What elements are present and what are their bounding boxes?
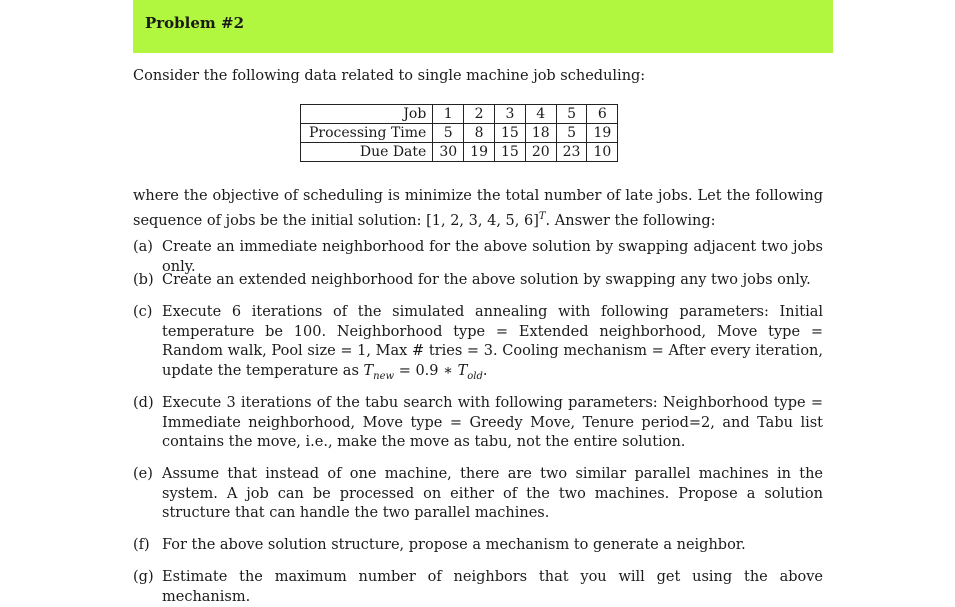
item-label: (f) [133,537,150,553]
table-cell: 8 [464,124,495,143]
table-cell: 15 [494,143,525,162]
item-label: (e) [133,466,153,482]
problem-header-banner [133,0,833,53]
table-cell: 1 [433,105,464,124]
formula-lhs: T [363,362,374,379]
table-row-due-date [301,143,618,162]
formula-rhs-sub: old [467,370,483,382]
table-cell: 4 [525,105,556,124]
table-cell: 20 [525,143,556,162]
initial-sequence: [1, 2, 3, 4, 5, 6] [426,212,539,229]
item-text-block [162,303,823,386]
job-data-table [300,104,618,162]
table-cell: 23 [556,143,587,162]
table-cell: 5 [556,124,587,143]
item-label: (a) [133,239,153,255]
item-text: Estimate the maximum number of neighbors that you will get using the above mechanism. [162,569,823,605]
list-item-f [133,536,823,556]
formula-eq: = 0.9 ∗ [394,362,458,379]
item-label: (g) [133,569,154,585]
table-cell: 2 [464,105,495,124]
row-label: Due Date [301,143,433,162]
table-cell: 5 [433,124,464,143]
list-item-d [133,394,823,453]
item-text: Execute 6 iterations of the simulated annealing with following parameters: Initial temperature be 100. Neighborhood type = Extended neighborhood, Move type = Random walk, Pool size = 1, Max # tries = 3. Cooling mechanism = After every iteration, update the temperature as [162,304,823,379]
table-cell: 19 [464,143,495,162]
row-label: Job [301,105,433,124]
table-row-job [301,105,618,124]
list-item-g [133,568,823,607]
item-label: (c) [133,304,153,320]
list-item-b [133,271,823,291]
item-text: Execute 3 iterations of the tabu search with following parameters: Neighborhood type = Immediate neighborhood, Move type = Greedy Move, Tenure period=2, and Tabu list contains the move, i.e., make the move as tabu, not the entire solution. [162,395,823,450]
table-cell: 30 [433,143,464,162]
objective-tail: . Answer the following: [545,212,716,229]
list-item-c [133,303,823,386]
item-label: (d) [133,395,154,411]
table-cell: 19 [587,124,618,143]
table-cell: 3 [494,105,525,124]
list-item-e [133,465,823,524]
intro-text: Consider the following data related to single machine job scheduling: [133,68,646,84]
formula-end: . [482,362,488,379]
formula-lhs-sub: new [373,370,395,382]
objective-text: where the objective of scheduling is minimize the total number of late jobs. Let the following sequence of jobs be the initial solution: [133,188,823,229]
problem-title: Problem #2 [145,14,245,32]
table-row-processing-time [301,124,618,143]
transpose-sup: T [538,210,546,222]
item-text: Assume that instead of one machine, there are two similar parallel machines in the system. A job can be processed on either of the two machines. Propose a solution structure that can handle the two parallel machines. [162,466,823,521]
formula-rhs: T [457,362,468,379]
table-cell: 15 [494,124,525,143]
table-cell: 6 [587,105,618,124]
objective-paragraph [133,187,823,231]
table-cell: 5 [556,105,587,124]
item-label: (b) [133,272,154,288]
table-cell: 10 [587,143,618,162]
item-text: Create an immediate neighborhood for the above solution by swapping adjacent two jobs only. [162,239,823,275]
item-text: For the above solution structure, propose a mechanism to generate a neighbor. [162,537,746,553]
item-text: Create an extended neighborhood for the above solution by swapping any two jobs only. [162,272,811,288]
table-cell: 18 [525,124,556,143]
row-label: Processing Time [301,124,433,143]
